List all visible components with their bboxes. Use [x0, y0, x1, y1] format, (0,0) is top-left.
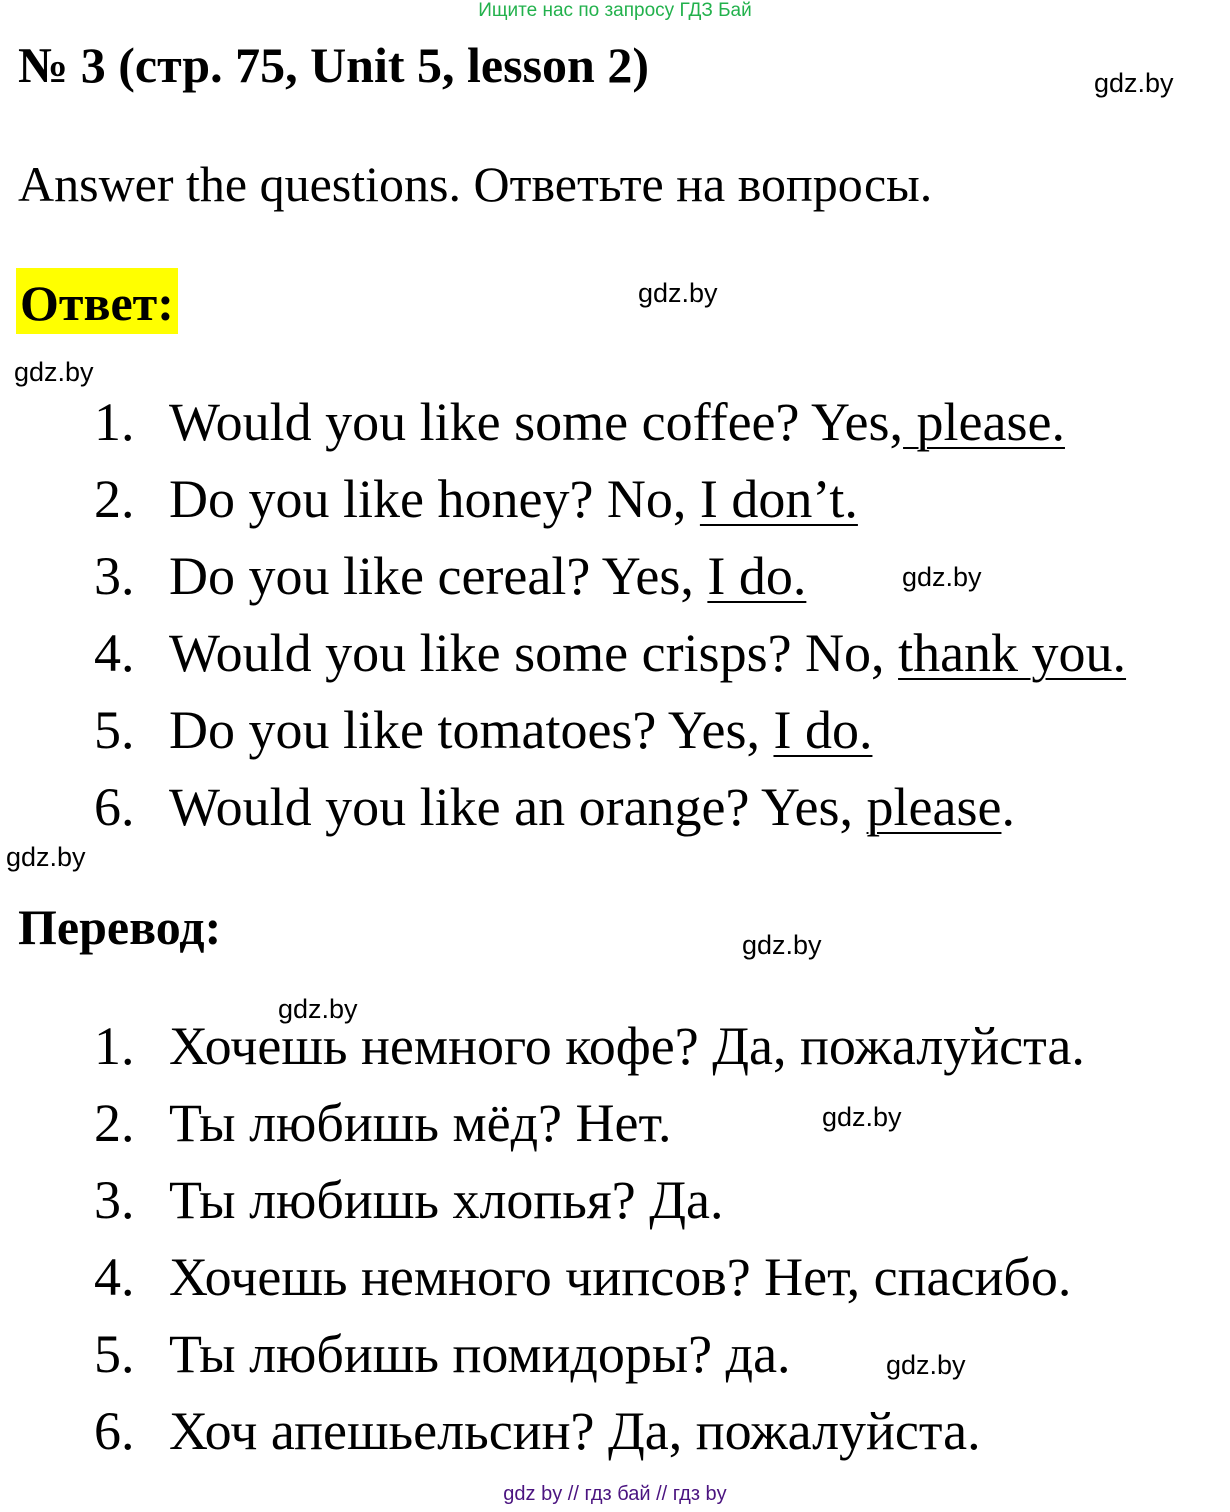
item-number: 2. — [94, 469, 135, 529]
translation-text: Хоч апешьельсин? Да, пожалуйста. — [169, 1401, 981, 1461]
watermark: gdz.by — [278, 994, 358, 1024]
item-number: 3. — [94, 1170, 135, 1230]
translation-text: Ты любишь хлопья? Да. — [169, 1170, 724, 1230]
question-text: Do you like tomatoes? Yes, — [169, 700, 774, 760]
translation-item — [94, 1170, 724, 1230]
item-number: 1. — [94, 1016, 135, 1076]
answer-text: I do. — [773, 700, 873, 760]
question-text: Would you like some coffee? Yes, — [169, 392, 904, 452]
watermark: gdz.by — [902, 562, 982, 592]
answer-item — [94, 777, 1015, 837]
translation-text: Ты любишь мёд? Нет. — [169, 1093, 672, 1153]
exercise-title: № 3 (стр. 75, Unit 5, lesson 2) — [18, 37, 649, 93]
translation-item — [94, 1016, 1085, 1076]
bottom-banner: gdz by // гдз бай // гдз by — [503, 1483, 727, 1505]
watermark: gdz.by — [886, 1350, 966, 1380]
question-text: Would you like some crisps? No, — [169, 623, 899, 683]
question-text: Do you like honey? No, — [169, 469, 700, 529]
translation-item — [94, 1324, 791, 1384]
answer-text: I don’t. — [699, 469, 858, 529]
item-number: 5. — [94, 700, 135, 760]
answer-text: thank you. — [898, 623, 1127, 683]
answer-text: please. — [903, 392, 1065, 452]
item-number: 1. — [94, 392, 135, 452]
translation-item — [94, 1401, 981, 1461]
item-number: 4. — [94, 623, 135, 683]
top-banner: Ищите нас по запросу ГДЗ Бай — [478, 0, 752, 21]
watermark: gdz.by — [742, 930, 822, 960]
translation-item — [94, 1093, 672, 1153]
item-number: 6. — [94, 1401, 135, 1461]
answer-item — [94, 623, 1126, 683]
answer-item — [94, 700, 872, 760]
answer-text: please — [866, 777, 1002, 837]
translation-heading: Перевод: — [18, 899, 222, 955]
answer-item — [94, 392, 1065, 452]
answer-tail: . — [1001, 777, 1015, 837]
answer-item — [94, 546, 806, 606]
item-number: 4. — [94, 1247, 135, 1307]
question-text: Do you like cereal? Yes, — [169, 546, 708, 606]
item-number: 2. — [94, 1093, 135, 1153]
translation-text: Хочешь немного кофе? Да, пожалуйста. — [169, 1016, 1085, 1076]
watermark: gdz.by — [6, 842, 86, 872]
answer-text: I do. — [707, 546, 807, 606]
answer-item — [94, 469, 858, 529]
item-number: 3. — [94, 546, 135, 606]
instruction: Answer the questions. Ответьте на вопросы. — [18, 156, 933, 212]
item-number: 5. — [94, 1324, 135, 1384]
answer-heading: Ответ: — [16, 268, 178, 334]
translation-text: Хочешь немного чипсов? Нет, спасибо. — [169, 1247, 1072, 1307]
translation-text: Ты любишь помидоры? да. — [169, 1324, 791, 1384]
item-number: 6. — [94, 777, 135, 837]
watermark: gdz.by — [822, 1102, 902, 1132]
watermark: gdz.by — [14, 357, 94, 387]
watermark: gdz.by — [638, 278, 718, 308]
translation-item — [94, 1247, 1071, 1307]
watermark: gdz.by — [1094, 68, 1174, 98]
question-text: Would you like an orange? Yes, — [169, 777, 867, 837]
